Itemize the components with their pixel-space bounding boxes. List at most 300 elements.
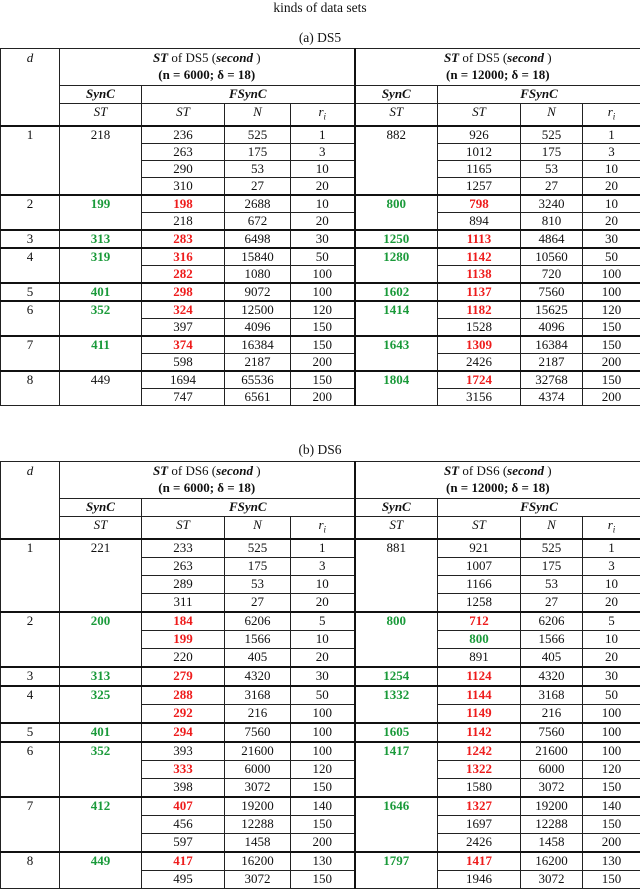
fsync-st-6000: 279 — [142, 667, 225, 686]
fsync-st-6000: 199 — [142, 630, 225, 648]
sync-st-6000: 401 — [60, 283, 142, 301]
fsync-n-6000: 16384 — [225, 336, 291, 354]
table-b-caption: (b) DS6 — [0, 442, 640, 458]
fsync-ri-12000: 200 — [583, 353, 640, 371]
fsync-st-6000: 289 — [142, 575, 225, 593]
fsync-n-12000: 216 — [521, 704, 583, 723]
fsync-st-12000: 1309 — [438, 336, 521, 354]
fsync-n-12000: 720 — [521, 265, 583, 283]
fsync-n-12000: 4864 — [521, 230, 583, 248]
fsync-st-12000: 800 — [438, 630, 521, 648]
header-d: d — [1, 462, 60, 539]
fsync-n-12000: 53 — [521, 160, 583, 177]
sync-st-12000: 1280 — [355, 248, 438, 283]
fsync-n-6000: 7560 — [225, 723, 291, 742]
fsync-st-12000: 921 — [438, 539, 521, 558]
sync-st-12000: 1332 — [355, 686, 438, 723]
table-row — [1, 230, 640, 248]
fsync-st-12000: 1697 — [438, 815, 521, 833]
fsync-st-12000: 1142 — [438, 723, 521, 742]
fsync-ri-12000: 10 — [583, 575, 640, 593]
fsync-n-12000: 3168 — [521, 686, 583, 705]
fsync-ri-12000: 150 — [583, 870, 640, 888]
fsync-n-12000: 3072 — [521, 870, 583, 888]
fsync-ri-6000: 100 — [291, 704, 355, 723]
fsync-ri-6000: 1 — [291, 539, 355, 558]
fsync-ri-12000: 20 — [583, 177, 640, 195]
fsync-ri-6000: 50 — [291, 248, 355, 266]
header-sync: SynC — [355, 499, 438, 517]
fsync-n-12000: 810 — [521, 212, 583, 230]
fsync-ri-6000: 30 — [291, 230, 355, 248]
col-ri: $r_i$ — [291, 104, 355, 126]
fsync-st-6000: 324 — [142, 301, 225, 319]
header-sync: SynC — [60, 499, 142, 517]
sync-st-12000: 800 — [355, 612, 438, 667]
fsync-ri-6000: 10 — [291, 195, 355, 213]
fsync-n-6000: 6561 — [225, 388, 291, 405]
fsync-st-6000: 283 — [142, 230, 225, 248]
header-sync: SynC — [60, 86, 142, 104]
fsync-st-6000: 598 — [142, 353, 225, 371]
header-of: of DS6 ( — [168, 463, 216, 478]
fsync-st-6000: 184 — [142, 612, 225, 631]
fsync-st-6000: 456 — [142, 815, 225, 833]
fsync-st-12000: 1257 — [438, 177, 521, 195]
fsync-n-6000: 2187 — [225, 353, 291, 371]
fsync-st-6000: 393 — [142, 742, 225, 761]
table-row — [1, 248, 640, 266]
fsync-st-12000: 3156 — [438, 388, 521, 405]
fsync-n-6000: 9072 — [225, 283, 291, 301]
d-value: 5 — [1, 283, 60, 301]
ds6-table — [0, 461, 640, 889]
fsync-st-12000: 1258 — [438, 593, 521, 612]
fsync-n-6000: 4096 — [225, 318, 291, 336]
fsync-ri-12000: 150 — [583, 318, 640, 336]
fsync-st-12000: 1144 — [438, 686, 521, 705]
table-row — [1, 612, 640, 631]
fsync-ri-6000: 10 — [291, 575, 355, 593]
fsync-st-12000: 1417 — [438, 852, 521, 871]
d-value: 7 — [1, 336, 60, 371]
fsync-st-12000: 926 — [438, 126, 521, 144]
fsync-n-12000: 2187 — [521, 353, 583, 371]
fsync-st-6000: 397 — [142, 318, 225, 336]
fsync-ri-12000: 150 — [583, 371, 640, 389]
fsync-st-6000: 310 — [142, 177, 225, 195]
col-sync-st: ST — [60, 104, 142, 126]
header-sync: SynC — [355, 86, 438, 104]
header-fsync: FSynC — [142, 499, 355, 517]
fsync-st-12000: 798 — [438, 195, 521, 213]
sync-st-6000: 449 — [60, 371, 142, 406]
fsync-n-6000: 672 — [225, 212, 291, 230]
d-value: 6 — [1, 301, 60, 336]
fsync-ri-6000: 100 — [291, 265, 355, 283]
header-right-group — [355, 49, 640, 86]
fsync-n-6000: 525 — [225, 126, 291, 144]
fsync-n-12000: 7560 — [521, 283, 583, 301]
fsync-ri-6000: 200 — [291, 388, 355, 405]
fsync-ri-6000: 150 — [291, 336, 355, 354]
fsync-st-12000: 2426 — [438, 833, 521, 852]
fsync-ri-12000: 100 — [583, 742, 640, 761]
fsync-st-12000: 1182 — [438, 301, 521, 319]
sync-st-6000: 325 — [60, 686, 142, 723]
sync-st-12000: 1804 — [355, 371, 438, 406]
fsync-st-6000: 374 — [142, 336, 225, 354]
fsync-st-12000: 1124 — [438, 667, 521, 686]
col-n: N — [225, 517, 291, 539]
sync-st-6000: 412 — [60, 797, 142, 852]
fsync-ri-6000: 3 — [291, 143, 355, 160]
sync-st-12000: 1602 — [355, 283, 438, 301]
fsync-ri-6000: 30 — [291, 667, 355, 686]
fsync-st-12000: 1327 — [438, 797, 521, 816]
fsync-st-12000: 1113 — [438, 230, 521, 248]
fsync-ri-12000: 1 — [583, 126, 640, 144]
fsync-ri-12000: 200 — [583, 388, 640, 405]
fsync-st-6000: 233 — [142, 539, 225, 558]
fsync-n-12000: 27 — [521, 177, 583, 195]
header-close: ) — [253, 463, 261, 478]
header-left-group — [60, 49, 355, 86]
fsync-ri-12000: 20 — [583, 593, 640, 612]
fsync-st-6000: 747 — [142, 388, 225, 405]
col-ri: $r_i$ — [583, 104, 640, 126]
col-sync-st: ST — [355, 517, 438, 539]
fsync-n-12000: 27 — [521, 593, 583, 612]
sync-st-6000: 200 — [60, 612, 142, 667]
fsync-ri-12000: 50 — [583, 686, 640, 705]
table-caption-context: kinds of data sets — [0, 0, 640, 16]
fsync-n-12000: 53 — [521, 575, 583, 593]
fsync-st-12000: 1528 — [438, 318, 521, 336]
fsync-ri-12000: 20 — [583, 648, 640, 667]
sync-st-6000: 199 — [60, 195, 142, 230]
fsync-st-12000: 1724 — [438, 371, 521, 389]
table-row — [1, 336, 640, 354]
fsync-ri-6000: 150 — [291, 778, 355, 797]
table-row — [1, 195, 640, 213]
fsync-n-6000: 15840 — [225, 248, 291, 266]
fsync-st-6000: 1694 — [142, 371, 225, 389]
fsync-n-6000: 6206 — [225, 612, 291, 631]
sync-st-12000: 881 — [355, 539, 438, 612]
header-of: of DS5 ( — [168, 50, 216, 65]
fsync-st-12000: 1580 — [438, 778, 521, 797]
fsync-st-12000: 2426 — [438, 353, 521, 371]
sync-st-12000: 1646 — [355, 797, 438, 852]
fsync-n-12000: 19200 — [521, 797, 583, 816]
fsync-n-12000: 4320 — [521, 667, 583, 686]
fsync-n-6000: 1080 — [225, 265, 291, 283]
fsync-st-6000: 417 — [142, 852, 225, 871]
fsync-n-6000: 3072 — [225, 870, 291, 888]
fsync-n-12000: 1458 — [521, 833, 583, 852]
fsync-n-6000: 525 — [225, 539, 291, 558]
fsync-st-6000: 198 — [142, 195, 225, 213]
table-row — [1, 301, 640, 319]
fsync-st-6000: 407 — [142, 797, 225, 816]
fsync-n-6000: 27 — [225, 177, 291, 195]
fsync-n-12000: 6000 — [521, 760, 583, 778]
fsync-n-12000: 16200 — [521, 852, 583, 871]
fsync-st-6000: 597 — [142, 833, 225, 852]
fsync-ri-12000: 10 — [583, 160, 640, 177]
fsync-ri-12000: 200 — [583, 833, 640, 852]
fsync-st-12000: 894 — [438, 212, 521, 230]
sync-st-12000: 1250 — [355, 230, 438, 248]
fsync-st-6000: 290 — [142, 160, 225, 177]
fsync-n-12000: 4374 — [521, 388, 583, 405]
col-fsync-st: ST — [438, 104, 521, 126]
d-value: 1 — [1, 539, 60, 612]
fsync-n-12000: 15625 — [521, 301, 583, 319]
fsync-n-12000: 12288 — [521, 815, 583, 833]
fsync-st-6000: 311 — [142, 593, 225, 612]
header-st: ST — [153, 463, 168, 478]
fsync-st-6000: 333 — [142, 760, 225, 778]
fsync-st-12000: 1946 — [438, 870, 521, 888]
col-fsync-st: ST — [438, 517, 521, 539]
fsync-st-12000: 1007 — [438, 557, 521, 575]
ds5-table — [0, 48, 640, 406]
sync-st-12000: 1254 — [355, 667, 438, 686]
fsync-ri-6000: 150 — [291, 870, 355, 888]
fsync-ri-6000: 10 — [291, 160, 355, 177]
fsync-n-6000: 12288 — [225, 815, 291, 833]
header-of: of DS5 ( — [459, 50, 507, 65]
fsync-st-6000: 220 — [142, 648, 225, 667]
table-row — [1, 539, 640, 558]
fsync-st-12000: 1138 — [438, 265, 521, 283]
fsync-n-6000: 6000 — [225, 760, 291, 778]
sync-st-6000: 411 — [60, 336, 142, 371]
col-fsync-st: ST — [142, 104, 225, 126]
header-d: d — [1, 49, 60, 126]
sync-st-6000: 218 — [60, 126, 142, 195]
fsync-n-6000: 216 — [225, 704, 291, 723]
header-close: ) — [253, 50, 261, 65]
fsync-ri-6000: 5 — [291, 612, 355, 631]
fsync-ri-12000: 10 — [583, 630, 640, 648]
fsync-ri-12000: 140 — [583, 797, 640, 816]
header-params: (n = 6000; δ = 18) — [158, 67, 255, 82]
d-value: 3 — [1, 230, 60, 248]
table-a-caption: (a) DS5 — [0, 30, 640, 46]
fsync-ri-6000: 150 — [291, 371, 355, 389]
fsync-st-12000: 1149 — [438, 704, 521, 723]
fsync-st-6000: 495 — [142, 870, 225, 888]
fsync-n-12000: 6206 — [521, 612, 583, 631]
fsync-ri-12000: 150 — [583, 336, 640, 354]
header-second: second — [216, 50, 253, 65]
sync-st-6000: 221 — [60, 539, 142, 612]
fsync-ri-12000: 30 — [583, 667, 640, 686]
fsync-st-6000: 236 — [142, 126, 225, 144]
fsync-ri-12000: 20 — [583, 212, 640, 230]
fsync-n-12000: 10560 — [521, 248, 583, 266]
d-value: 3 — [1, 667, 60, 686]
fsync-ri-6000: 10 — [291, 630, 355, 648]
fsync-ri-12000: 120 — [583, 760, 640, 778]
fsync-n-6000: 1566 — [225, 630, 291, 648]
fsync-st-6000: 218 — [142, 212, 225, 230]
fsync-n-6000: 27 — [225, 593, 291, 612]
table-row — [1, 283, 640, 301]
fsync-st-12000: 1242 — [438, 742, 521, 761]
d-value: 8 — [1, 371, 60, 406]
table-row — [1, 723, 640, 742]
fsync-ri-6000: 120 — [291, 301, 355, 319]
table-row — [1, 686, 640, 705]
table-row — [1, 742, 640, 761]
fsync-n-6000: 175 — [225, 557, 291, 575]
fsync-ri-12000: 30 — [583, 230, 640, 248]
fsync-n-6000: 12500 — [225, 301, 291, 319]
fsync-ri-12000: 100 — [583, 723, 640, 742]
table-row — [1, 852, 640, 871]
fsync-n-12000: 7560 — [521, 723, 583, 742]
table-row — [1, 797, 640, 816]
fsync-n-6000: 3072 — [225, 778, 291, 797]
fsync-ri-6000: 1 — [291, 126, 355, 144]
fsync-ri-6000: 20 — [291, 648, 355, 667]
fsync-st-6000: 398 — [142, 778, 225, 797]
fsync-n-12000: 1566 — [521, 630, 583, 648]
fsync-ri-6000: 200 — [291, 833, 355, 852]
fsync-n-6000: 19200 — [225, 797, 291, 816]
fsync-n-6000: 1458 — [225, 833, 291, 852]
header-right-group — [355, 462, 640, 499]
fsync-ri-6000: 100 — [291, 283, 355, 301]
fsync-ri-6000: 50 — [291, 686, 355, 705]
d-value: 2 — [1, 195, 60, 230]
fsync-ri-12000: 5 — [583, 612, 640, 631]
fsync-n-12000: 21600 — [521, 742, 583, 761]
d-value: 1 — [1, 126, 60, 195]
sync-st-6000: 401 — [60, 723, 142, 742]
fsync-ri-6000: 150 — [291, 815, 355, 833]
fsync-ri-12000: 120 — [583, 301, 640, 319]
fsync-ri-6000: 120 — [291, 760, 355, 778]
fsync-ri-6000: 200 — [291, 353, 355, 371]
fsync-n-6000: 53 — [225, 575, 291, 593]
d-value: 5 — [1, 723, 60, 742]
sync-st-12000: 1605 — [355, 723, 438, 742]
sync-st-12000: 800 — [355, 195, 438, 230]
fsync-st-12000: 712 — [438, 612, 521, 631]
fsync-ri-12000: 50 — [583, 248, 640, 266]
fsync-n-12000: 32768 — [521, 371, 583, 389]
fsync-ri-12000: 150 — [583, 778, 640, 797]
fsync-n-6000: 16200 — [225, 852, 291, 871]
header-st: ST — [153, 50, 168, 65]
fsync-ri-12000: 100 — [583, 265, 640, 283]
col-n: N — [225, 104, 291, 126]
header-params: (n = 12000; δ = 18) — [446, 67, 550, 82]
header-fsync: FSynC — [438, 499, 640, 517]
fsync-st-6000: 263 — [142, 557, 225, 575]
d-value: 7 — [1, 797, 60, 852]
table-row — [1, 667, 640, 686]
fsync-st-12000: 1142 — [438, 248, 521, 266]
fsync-n-6000: 175 — [225, 143, 291, 160]
col-ri: $r_i$ — [583, 517, 640, 539]
fsync-ri-12000: 130 — [583, 852, 640, 871]
fsync-n-12000: 175 — [521, 143, 583, 160]
sync-st-12000: 1643 — [355, 336, 438, 371]
header-second: second — [216, 463, 253, 478]
sync-st-12000: 1414 — [355, 301, 438, 336]
fsync-st-6000: 282 — [142, 265, 225, 283]
fsync-n-12000: 4096 — [521, 318, 583, 336]
fsync-st-6000: 263 — [142, 143, 225, 160]
fsync-ri-6000: 20 — [291, 593, 355, 612]
d-value: 6 — [1, 742, 60, 797]
fsync-ri-12000: 1 — [583, 539, 640, 558]
table-row — [1, 126, 640, 144]
fsync-st-12000: 1137 — [438, 283, 521, 301]
fsync-st-12000: 1166 — [438, 575, 521, 593]
header-fsync: FSynC — [142, 86, 355, 104]
header-second: second — [507, 463, 544, 478]
sync-st-6000: 319 — [60, 248, 142, 283]
d-value: 2 — [1, 612, 60, 667]
fsync-n-6000: 4320 — [225, 667, 291, 686]
fsync-ri-6000: 20 — [291, 212, 355, 230]
fsync-st-12000: 891 — [438, 648, 521, 667]
fsync-st-6000: 288 — [142, 686, 225, 705]
fsync-st-12000: 1322 — [438, 760, 521, 778]
header-second: second — [507, 50, 544, 65]
sync-st-6000: 313 — [60, 667, 142, 686]
header-close: ) — [544, 463, 552, 478]
fsync-st-12000: 1012 — [438, 143, 521, 160]
d-value: 4 — [1, 248, 60, 283]
col-sync-st: ST — [355, 104, 438, 126]
table-row — [1, 371, 640, 389]
fsync-ri-12000: 100 — [583, 283, 640, 301]
fsync-n-6000: 2688 — [225, 195, 291, 213]
fsync-ri-6000: 150 — [291, 318, 355, 336]
col-n: N — [521, 104, 583, 126]
fsync-n-12000: 525 — [521, 539, 583, 558]
fsync-st-6000: 292 — [142, 704, 225, 723]
header-of: of DS6 ( — [459, 463, 507, 478]
fsync-n-6000: 3168 — [225, 686, 291, 705]
fsync-ri-6000: 3 — [291, 557, 355, 575]
fsync-st-12000: 1165 — [438, 160, 521, 177]
fsync-n-12000: 405 — [521, 648, 583, 667]
sync-st-6000: 352 — [60, 742, 142, 797]
sync-st-6000: 449 — [60, 852, 142, 889]
header-fsync: FSynC — [438, 86, 640, 104]
header-params: (n = 6000; δ = 18) — [158, 480, 255, 495]
fsync-ri-12000: 10 — [583, 195, 640, 213]
d-value: 8 — [1, 852, 60, 889]
fsync-st-6000: 298 — [142, 283, 225, 301]
col-sync-st: ST — [60, 517, 142, 539]
fsync-ri-12000: 3 — [583, 143, 640, 160]
sync-st-6000: 313 — [60, 230, 142, 248]
sync-st-12000: 1797 — [355, 852, 438, 889]
fsync-n-12000: 3072 — [521, 778, 583, 797]
fsync-n-6000: 65536 — [225, 371, 291, 389]
header-params: (n = 12000; δ = 18) — [446, 480, 550, 495]
